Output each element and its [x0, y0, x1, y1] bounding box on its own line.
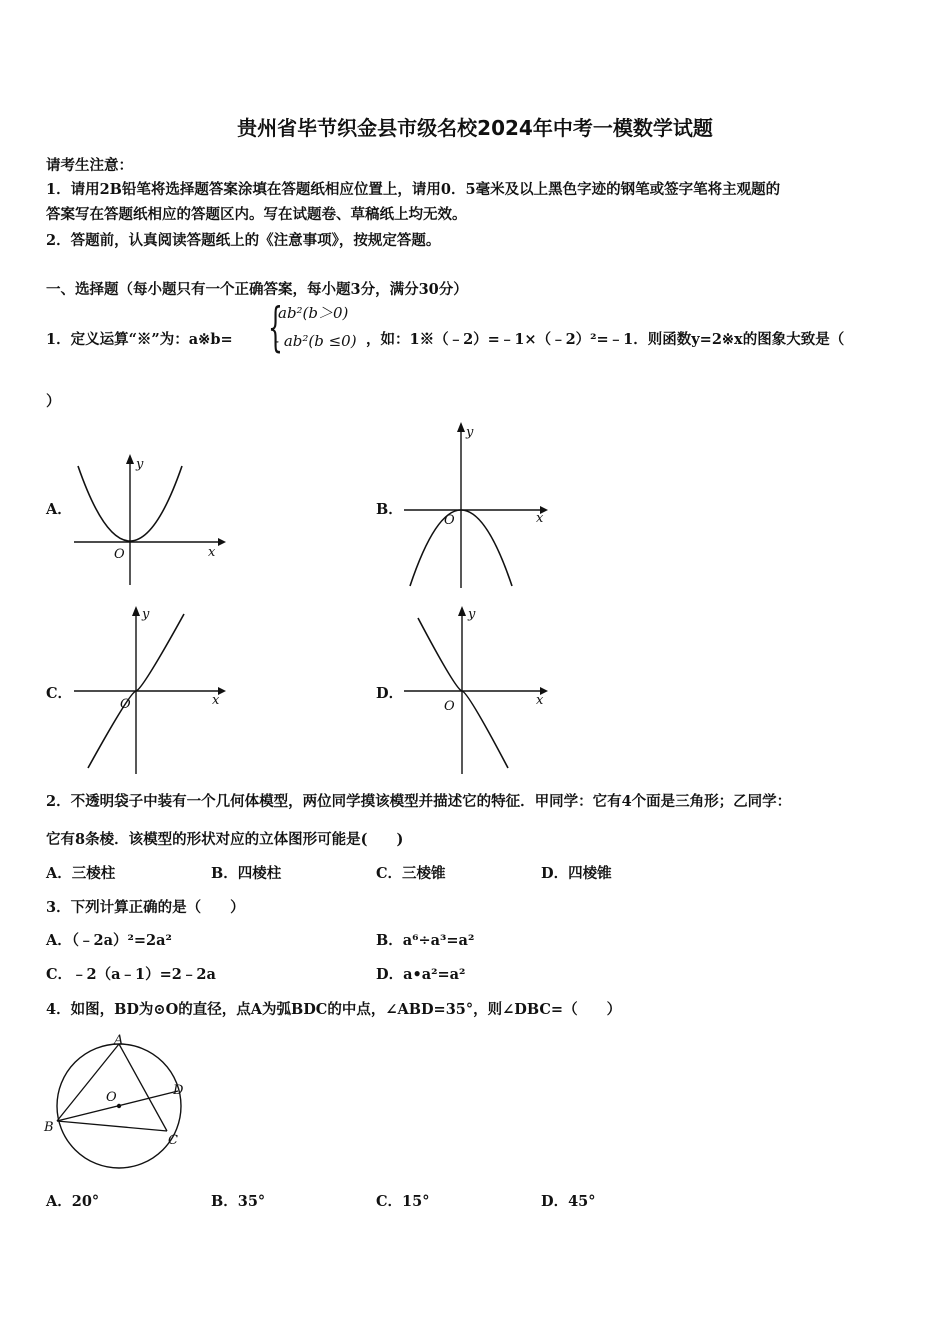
label-b: B: [44, 1120, 54, 1135]
q2-stem-line-2: 它有8条棱．该模型的形状对应的立体图形可能是( ): [46, 831, 404, 848]
chord-ab: [57, 1044, 119, 1121]
q2-option-d[interactable]: D．四棱锥: [541, 865, 612, 882]
x-arrow-icon: [218, 538, 226, 546]
q4-option-a[interactable]: A．20°: [46, 1193, 100, 1210]
q4-option-d[interactable]: D．45°: [541, 1193, 596, 1210]
center-point: [117, 1104, 121, 1108]
page-title: 贵州省毕节织金县市级名校2024年中考一模数学试题: [237, 116, 713, 140]
y-label: y: [468, 607, 476, 622]
q1-option-c-graph[interactable]: [70, 600, 230, 776]
q1-close-paren: ）: [46, 393, 61, 410]
section-heading: 一、选择题（每小题只有一个正确答案，每小题3分，满分30分）: [46, 281, 468, 298]
y-label: y: [142, 607, 150, 622]
q1-case-1: ab²(b＞0): [278, 304, 349, 322]
q1-case-2: - ab²(b ≤0): [274, 332, 357, 350]
origin-label: O: [444, 699, 455, 714]
chord-ac: [119, 1044, 167, 1131]
q3-stem: 3．下列计算正确的是（ ）: [46, 899, 245, 916]
notice-line-1a: 1．请用2B铅笔将选择题答案涂填在答题纸相应位置上，请用0．5毫米及以上黑色字迹的钢笔或签字笔将主观题的: [46, 181, 781, 198]
q1-option-c-label[interactable]: C．: [46, 685, 73, 702]
q2-option-a[interactable]: A．三棱柱: [46, 865, 116, 882]
x-label: x: [536, 693, 544, 708]
y-label: y: [136, 457, 144, 472]
label-d: D: [173, 1083, 184, 1098]
q1-option-b-graph[interactable]: [400, 418, 560, 590]
x-label: x: [212, 693, 220, 708]
q4-stem: 4．如图，BD为⊙O的直径，点A为弧BDC的中点，∠ABD=35°，则∠DBC=（ ）: [46, 1001, 622, 1018]
y-arrow-icon: [126, 454, 134, 464]
q4-option-b[interactable]: B．35°: [211, 1193, 266, 1210]
origin-label: O: [120, 697, 131, 712]
y-label: y: [466, 425, 474, 440]
q3-option-c[interactable]: C．﹣2（a﹣1）=2﹣2a: [46, 966, 216, 983]
q2-option-b[interactable]: B．四棱柱: [211, 865, 282, 882]
x-label: x: [208, 545, 216, 560]
notice-heading: 请考生注意：: [46, 157, 133, 174]
brace-icon: {: [268, 298, 283, 358]
q1-piecewise-definition: [268, 298, 366, 360]
y-arrow-icon: [457, 422, 465, 432]
notice-line-1b: 答案写在答题纸相应的答题区内。写在试题卷、草稿纸上均无效。: [46, 206, 467, 223]
x-label: x: [536, 511, 544, 526]
q1-option-b-label[interactable]: B．: [376, 501, 403, 518]
y-arrow-icon: [458, 606, 466, 616]
q4-circle-figure: [40, 1030, 200, 1180]
label-c: C: [168, 1133, 178, 1148]
origin-label: O: [444, 513, 455, 528]
q1-option-a-graph[interactable]: [70, 450, 230, 590]
q1-suffix: ，如：1※（﹣2）=﹣1×（﹣2）²=﹣1．则函数y=2※x的图象大致是（: [366, 331, 845, 348]
label-o: O: [106, 1090, 117, 1105]
y-arrow-icon: [132, 606, 140, 616]
notice-line-2: 2．答题前，认真阅读答题纸上的《注意事项》，按规定答题。: [46, 232, 441, 249]
label-a: A: [114, 1033, 124, 1048]
q1-option-a-label[interactable]: A．: [46, 501, 72, 518]
q1-option-d-label[interactable]: D．: [376, 685, 404, 702]
curve-decreasing: [418, 618, 508, 768]
origin-label: O: [114, 547, 125, 562]
q4-option-c[interactable]: C．15°: [376, 1193, 430, 1210]
q1-prefix: 1．定义运算“※”为：a※b=: [46, 331, 233, 348]
chord-bc: [57, 1121, 167, 1131]
q2-stem-line-1: 2．不透明袋子中装有一个几何体模型，两位同学摸该模型并描述它的特征．甲同学：它有4个面是三角形；乙同学：: [46, 793, 792, 810]
q3-option-b[interactable]: B．a⁶÷a³=a²: [376, 932, 475, 949]
q1-option-d-graph[interactable]: [400, 600, 560, 776]
q3-option-d[interactable]: D．a•a²=a²: [376, 966, 466, 983]
q2-option-c[interactable]: C．三棱锥: [376, 865, 446, 882]
q3-option-a[interactable]: A．（﹣2a）²=2a²: [46, 932, 172, 949]
